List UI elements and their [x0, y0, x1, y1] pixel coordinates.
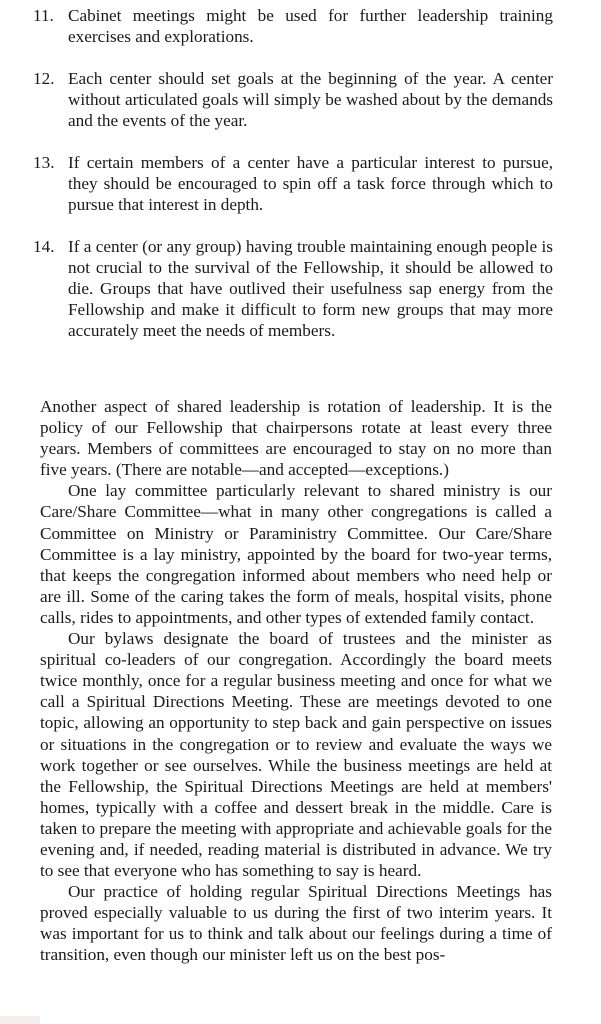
list-item-text: Each center should set goals at the beginning of the year. A center without articulated goals will simply be washed about by the demands and the events of the year.	[68, 69, 553, 130]
numbered-recommendations-list	[33, 5, 553, 362]
paragraph-bylaws-spiritual-directions: Our bylaws designate the board of trustees and the minister as spiritual co-leaders of our congregation. Accordingly the board meets twice monthly, once for a regular business meeting and once for what we call a Spiritual Directions Meeting. These are meetings devoted to one topic, allowing an opportunity to step back and gain perspective on issues or situations in the congregation or to review and evaluate the ways we work together or see ourselves. While the business meetings are held at the Fellowship, the Spiritual Directions Meetings are held at members' homes, typically with a coffee and dessert break in the middle. Care is taken to prepare the meeting with appropriate and achievable goals for the evening and, if needed, reading material is distributed in advance. We try to see that everyone who has something to say is heard.	[40, 629, 552, 881]
list-item-text: Cabinet meetings might be used for further leadership training exercises and explorations.	[68, 6, 553, 46]
paragraph-interim-years: Our practice of holding regular Spiritual Directions Meetings has proved especially valuable to us during the first of two interim years. It was important for us to think and talk about our feelings during a time of transition, even though our minister left us on the best pos-	[40, 882, 552, 965]
list-item-number: 13.	[33, 153, 55, 172]
list-item-number: 11.	[33, 6, 54, 25]
list-item-text: If a center (or any group) having trouble maintaining enough people is not crucial to the survival of the Fellowship, it should be allowed to die. Groups that have outlived their usefulness sap energy from the Fellowship and make it difficult to form new groups that may more accurately meet the needs of members.	[68, 237, 553, 340]
list-item	[33, 68, 553, 131]
list-item-number: 14.	[33, 237, 55, 256]
scan-edge-artifact	[0, 1016, 40, 1024]
list-item-number: 12.	[33, 69, 55, 88]
paragraph-care-share-committee: One lay committee particularly relevant to shared ministry is our Care/Share Committee—what in many other congregations is called a Committee on Ministry or Paraministry Committee. Our Care/Share Committee is a lay ministry, appointed by the board for two-year terms, that keeps the congregation informed about members who need help or are ill. Some of the caring takes the form of meals, hospital visits, phone calls, rides to appointments, and other types of extended family contact.	[40, 481, 552, 627]
list-item-text: If certain members of a center have a particular interest to pursue, they should be encouraged to spin off a task force through which to pursue that interest in depth.	[68, 153, 553, 214]
list-item	[33, 236, 553, 341]
list-item	[33, 5, 553, 47]
paragraph-rotation-of-leadership: Another aspect of shared leadership is rotation of leadership. It is the policy of our Fellowship that chairpersons rotate at least every three years. Members of committees are encouraged to stay on no more than five years. (There are notable—and accepted—exceptions.)	[40, 397, 552, 480]
list-item	[33, 152, 553, 215]
body-text	[40, 396, 552, 966]
